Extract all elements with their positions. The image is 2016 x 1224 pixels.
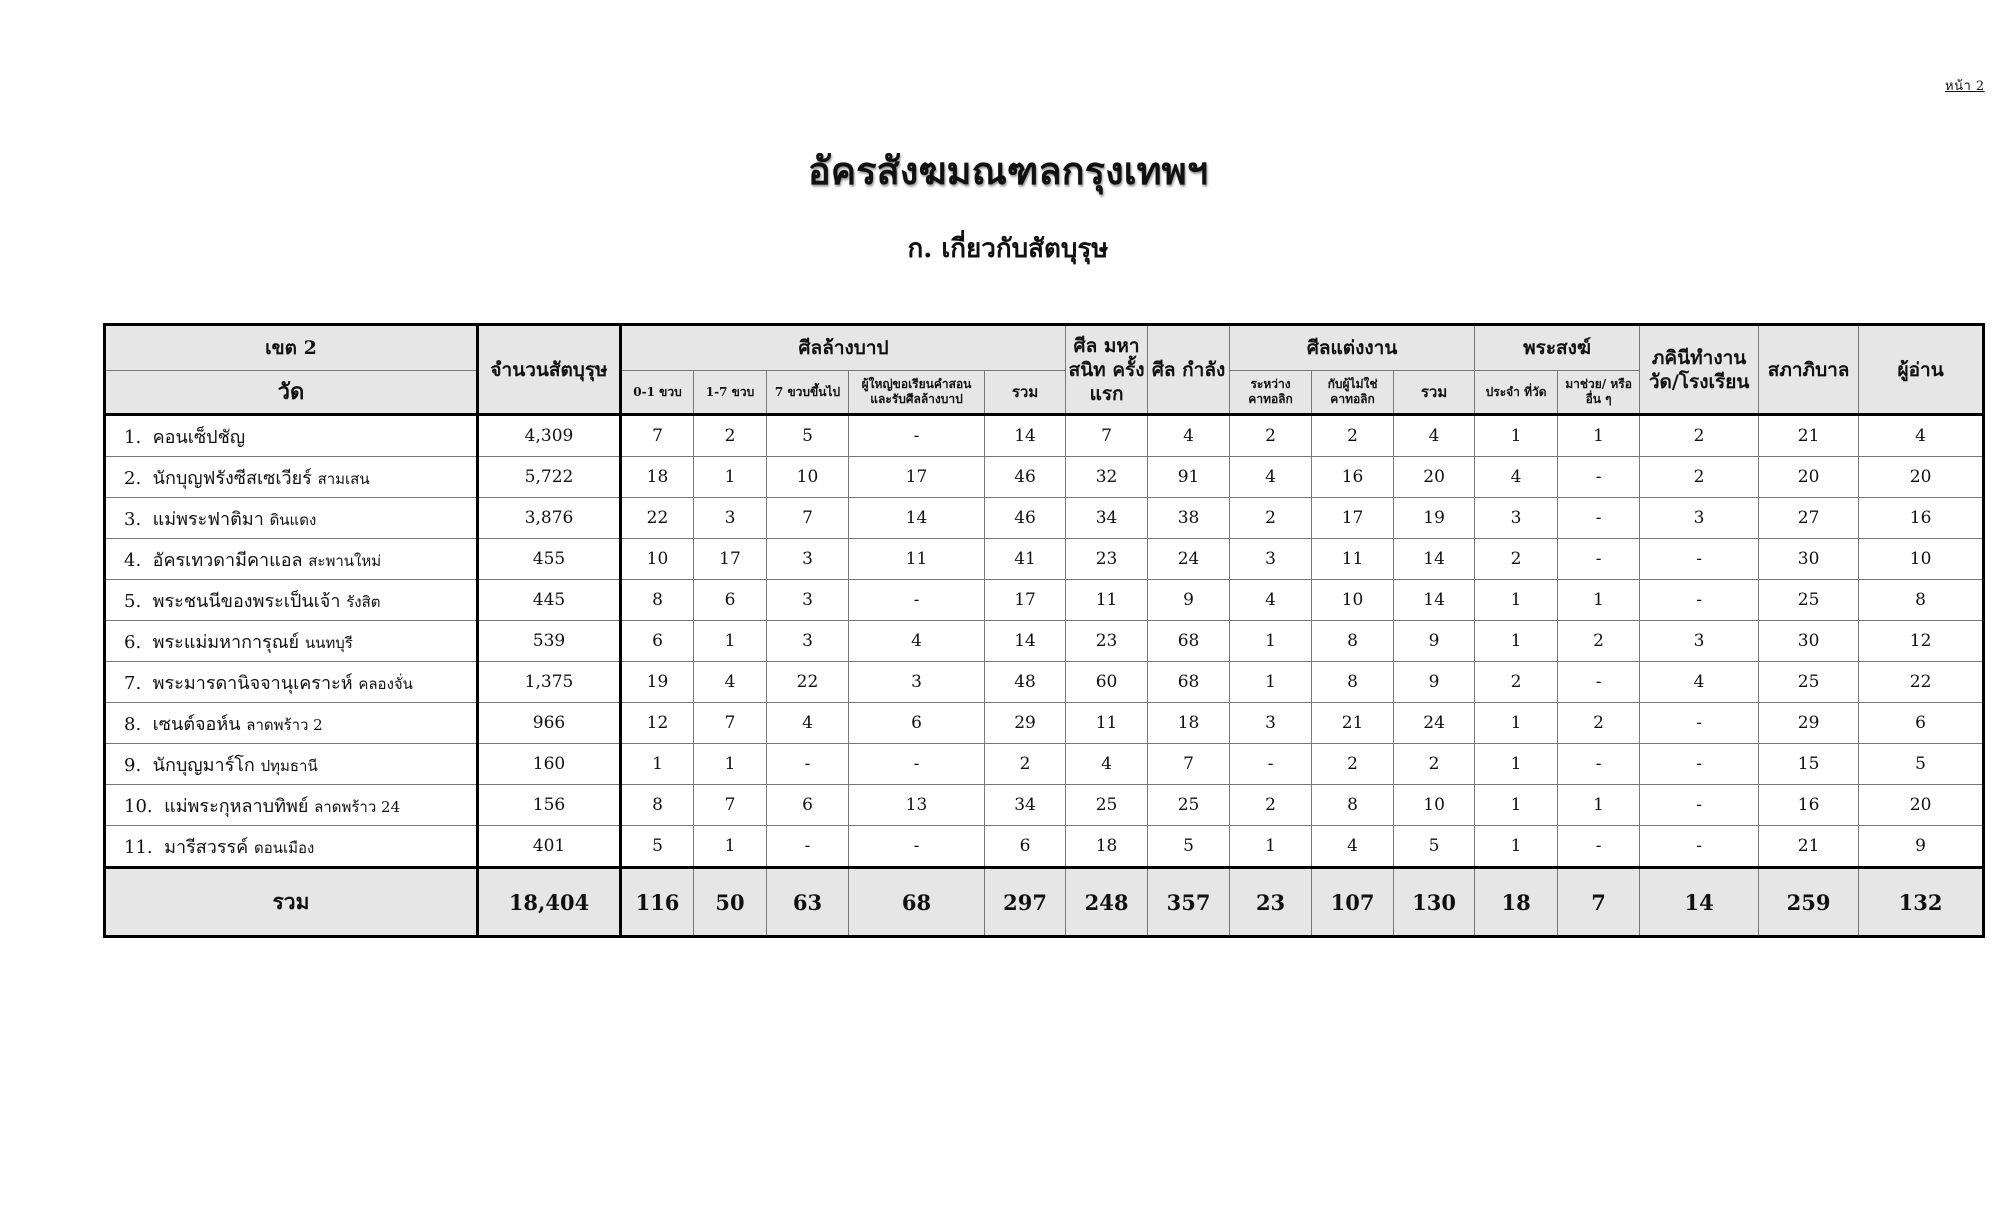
cell-b01: 5 — [621, 826, 694, 868]
cell-b01: 12 — [621, 703, 694, 744]
cell-badult: - — [849, 826, 985, 868]
cell-p-help: - — [1558, 662, 1640, 703]
cell-p-help: - — [1558, 539, 1640, 580]
cell-confirmation: 24 — [1148, 539, 1230, 580]
wat-name-cell — [105, 415, 478, 457]
cell-b17: 1 — [694, 621, 767, 662]
cell-council: 27 — [1759, 498, 1859, 539]
cell-p-help: - — [1558, 826, 1640, 868]
cell-communion: 23 — [1066, 621, 1148, 662]
cell-b01: 1 — [621, 744, 694, 785]
table-row — [105, 785, 1984, 826]
total-baptism-1-7: 50 — [694, 868, 767, 937]
cell-confirmation: 5 — [1148, 826, 1230, 868]
cell-btotal: 14 — [985, 415, 1066, 457]
cell-b7: - — [767, 826, 849, 868]
cell-b01: 7 — [621, 415, 694, 457]
table-row — [105, 744, 1984, 785]
wat-name: นักบุญมาร์โก — [152, 754, 255, 776]
cell-p-help: 1 — [1558, 580, 1640, 621]
nuns-header: ภคินีทำงาน วัด/โรงเรียน — [1640, 325, 1759, 415]
wat-name-cell — [105, 662, 478, 703]
cell-p-help: 1 — [1558, 415, 1640, 457]
cell-p-res: 1 — [1475, 415, 1558, 457]
cell-confirmation: 25 — [1148, 785, 1230, 826]
table-row — [105, 498, 1984, 539]
statistics-table — [103, 323, 1985, 938]
cell-b17: 1 — [694, 457, 767, 498]
cell-readers: 6 — [1859, 703, 1984, 744]
table-row — [105, 703, 1984, 744]
cell-b17: 2 — [694, 415, 767, 457]
wat-location: ดอนเมือง — [253, 838, 315, 857]
cell-b01: 10 — [621, 539, 694, 580]
table-row — [105, 457, 1984, 498]
total-baptism-total: 297 — [985, 868, 1066, 937]
wat-name-cell — [105, 498, 478, 539]
cell-population: 455 — [478, 539, 621, 580]
cell-m-total: 24 — [1394, 703, 1475, 744]
row-number: 9. — [124, 754, 142, 776]
cell-population: 156 — [478, 785, 621, 826]
cell-nuns: 3 — [1640, 498, 1759, 539]
totals-row — [105, 868, 1984, 937]
cell-communion: 11 — [1066, 703, 1148, 744]
baptism-0-1-header: 0-1 ขวบ — [621, 371, 694, 415]
cell-communion: 32 — [1066, 457, 1148, 498]
baptism-header: ศีลล้างบาป — [621, 325, 1066, 371]
total-baptism-adult: 68 — [849, 868, 985, 937]
cell-m-total: 10 — [1394, 785, 1475, 826]
cell-b17: 1 — [694, 744, 767, 785]
wat-name: คอนเซ็ปชัญ — [152, 426, 246, 448]
cell-b7: 3 — [767, 621, 849, 662]
cell-confirmation: 7 — [1148, 744, 1230, 785]
cell-population: 445 — [478, 580, 621, 621]
wat-name: พระมารดานิจจานุเคราะห์ — [152, 672, 353, 694]
cell-p-res: 1 — [1475, 580, 1558, 621]
cell-btotal: 2 — [985, 744, 1066, 785]
cell-p-help: 2 — [1558, 621, 1640, 662]
cell-council: 30 — [1759, 539, 1859, 580]
wat-name-cell — [105, 621, 478, 662]
table-row — [105, 621, 1984, 662]
baptism-adult-header: ผู้ใหญ่ขอเรียนคำสอน และรับศีลล้างบาป — [849, 371, 985, 415]
table-row — [105, 662, 1984, 703]
cell-badult: - — [849, 744, 985, 785]
cell-b7: 22 — [767, 662, 849, 703]
cell-m-mixed: 2 — [1312, 415, 1394, 457]
cell-b17: 1 — [694, 826, 767, 868]
cell-council: 20 — [1759, 457, 1859, 498]
priests-header: พระสงฆ์ — [1475, 325, 1640, 371]
total-population: 18,404 — [478, 868, 621, 937]
wat-location: ปทุมธานี — [260, 756, 318, 775]
cell-nuns: 2 — [1640, 415, 1759, 457]
cell-m-cath: 1 — [1230, 662, 1312, 703]
cell-communion: 18 — [1066, 826, 1148, 868]
cell-m-cath: 1 — [1230, 621, 1312, 662]
row-number: 2. — [124, 467, 142, 489]
cell-b17: 6 — [694, 580, 767, 621]
table-row — [105, 539, 1984, 580]
marriage-catholic-header: ระหว่าง คาทอลิก — [1230, 371, 1312, 415]
cell-b17: 4 — [694, 662, 767, 703]
marriage-header: ศีลแต่งงาน — [1230, 325, 1475, 371]
cell-p-help: 2 — [1558, 703, 1640, 744]
cell-nuns: - — [1640, 703, 1759, 744]
cell-m-cath: 2 — [1230, 498, 1312, 539]
row-number: 8. — [124, 713, 142, 735]
cell-population: 1,375 — [478, 662, 621, 703]
total-council: 259 — [1759, 868, 1859, 937]
wat-name-cell — [105, 539, 478, 580]
marriage-mixed-header: กับผู้ไม่ใช่ คาทอลิก — [1312, 371, 1394, 415]
cell-m-cath: - — [1230, 744, 1312, 785]
zone-header: เขต 2 — [105, 325, 478, 371]
row-number: 1. — [124, 426, 142, 448]
cell-p-res: 2 — [1475, 539, 1558, 580]
cell-b7: 3 — [767, 539, 849, 580]
cell-badult: - — [849, 580, 985, 621]
cell-confirmation: 9 — [1148, 580, 1230, 621]
cell-readers: 20 — [1859, 785, 1984, 826]
first-communion-header: ศีล มหาสนิท ครั้งแรก — [1066, 325, 1148, 415]
row-number: 5. — [124, 590, 142, 612]
cell-btotal: 14 — [985, 621, 1066, 662]
wat-name: แม่พระกุหลาบทิพย์ — [164, 795, 309, 817]
row-number: 10. — [124, 795, 153, 817]
cell-council: 15 — [1759, 744, 1859, 785]
total-baptism-0-1: 116 — [621, 868, 694, 937]
cell-communion: 4 — [1066, 744, 1148, 785]
cell-badult: - — [849, 415, 985, 457]
total-marriage-catholic: 23 — [1230, 868, 1312, 937]
cell-readers: 12 — [1859, 621, 1984, 662]
cell-badult: 11 — [849, 539, 985, 580]
cell-m-mixed: 17 — [1312, 498, 1394, 539]
cell-b01: 6 — [621, 621, 694, 662]
wat-name-cell — [105, 826, 478, 868]
cell-p-help: - — [1558, 744, 1640, 785]
document-subtitle: ก. เกี่ยวกับสัตบุรุษ — [907, 234, 1109, 264]
cell-council: 21 — [1759, 415, 1859, 457]
cell-confirmation: 68 — [1148, 621, 1230, 662]
total-marriage-mixed: 107 — [1312, 868, 1394, 937]
cell-readers: 8 — [1859, 580, 1984, 621]
cell-readers: 20 — [1859, 457, 1984, 498]
cell-p-res: 3 — [1475, 498, 1558, 539]
cell-p-help: 1 — [1558, 785, 1640, 826]
cell-confirmation: 68 — [1148, 662, 1230, 703]
cell-confirmation: 91 — [1148, 457, 1230, 498]
cell-b01: 19 — [621, 662, 694, 703]
total-nuns: 14 — [1640, 868, 1759, 937]
cell-m-cath: 3 — [1230, 539, 1312, 580]
total-priests-resident: 18 — [1475, 868, 1558, 937]
cell-m-mixed: 16 — [1312, 457, 1394, 498]
wat-header: วัด — [105, 371, 478, 415]
cell-m-cath: 1 — [1230, 826, 1312, 868]
total-priests-helper: 7 — [1558, 868, 1640, 937]
cell-m-mixed: 4 — [1312, 826, 1394, 868]
wat-name-cell — [105, 785, 478, 826]
cell-m-cath: 4 — [1230, 580, 1312, 621]
baptism-1-7-header: 1-7 ขวบ — [694, 371, 767, 415]
cell-badult: 13 — [849, 785, 985, 826]
priests-resident-header: ประจำ ที่วัด — [1475, 371, 1558, 415]
cell-council: 30 — [1759, 621, 1859, 662]
cell-p-help: - — [1558, 498, 1640, 539]
cell-p-res: 1 — [1475, 744, 1558, 785]
cell-m-mixed: 10 — [1312, 580, 1394, 621]
cell-m-mixed: 11 — [1312, 539, 1394, 580]
cell-btotal: 17 — [985, 580, 1066, 621]
wat-location: นนทบุรี — [304, 633, 353, 652]
cell-b17: 17 — [694, 539, 767, 580]
cell-b01: 22 — [621, 498, 694, 539]
marriage-total-header: รวม — [1394, 371, 1475, 415]
cell-population: 5,722 — [478, 457, 621, 498]
row-number: 11. — [124, 836, 153, 858]
wat-name: พระชนนีของพระเป็นเจ้า — [152, 590, 341, 612]
cell-btotal: 46 — [985, 457, 1066, 498]
population-header: จำนวนสัตบุรุษ — [478, 325, 621, 415]
cell-m-total: 5 — [1394, 826, 1475, 868]
cell-badult: 3 — [849, 662, 985, 703]
cell-b7: - — [767, 744, 849, 785]
cell-readers: 10 — [1859, 539, 1984, 580]
confirmation-header: ศีล กำลัง — [1148, 325, 1230, 415]
cell-p-res: 1 — [1475, 621, 1558, 662]
total-readers: 132 — [1859, 868, 1984, 937]
table-row — [105, 415, 1984, 457]
total-marriage-total: 130 — [1394, 868, 1475, 937]
wat-name: พระแม่มหาการุณย์ — [152, 631, 300, 653]
cell-communion: 11 — [1066, 580, 1148, 621]
cell-m-cath: 4 — [1230, 457, 1312, 498]
cell-readers: 5 — [1859, 744, 1984, 785]
totals-label: รวม — [105, 868, 478, 937]
cell-readers: 22 — [1859, 662, 1984, 703]
table-footer — [105, 868, 1984, 937]
cell-population: 539 — [478, 621, 621, 662]
cell-readers: 16 — [1859, 498, 1984, 539]
cell-council: 25 — [1759, 662, 1859, 703]
cell-nuns: - — [1640, 580, 1759, 621]
cell-confirmation: 38 — [1148, 498, 1230, 539]
wat-name: มารีสวรรค์ — [164, 836, 249, 858]
total-communion: 248 — [1066, 868, 1148, 937]
cell-communion: 7 — [1066, 415, 1148, 457]
cell-b7: 5 — [767, 415, 849, 457]
cell-p-res: 1 — [1475, 826, 1558, 868]
document-title: อัครสังฆมณฑลกรุงเทพฯ — [807, 148, 1209, 193]
wat-location: รังสิต — [346, 592, 381, 611]
cell-m-cath: 2 — [1230, 785, 1312, 826]
cell-badult: 17 — [849, 457, 985, 498]
wat-location: ลาดพร้าว 2 — [246, 715, 323, 734]
wat-location: ลาดพร้าว 24 — [314, 797, 401, 816]
cell-population: 4,309 — [478, 415, 621, 457]
wat-location: ดินแดง — [269, 510, 317, 529]
cell-b7: 7 — [767, 498, 849, 539]
cell-m-total: 9 — [1394, 662, 1475, 703]
wat-name: เซนต์จอห์น — [152, 713, 241, 735]
total-confirmation: 357 — [1148, 868, 1230, 937]
cell-nuns: - — [1640, 826, 1759, 868]
cell-confirmation: 18 — [1148, 703, 1230, 744]
table-body — [105, 415, 1984, 868]
wat-location: สามเสน — [317, 469, 370, 488]
cell-b01: 8 — [621, 785, 694, 826]
wat-name-cell — [105, 703, 478, 744]
table-row — [105, 826, 1984, 868]
cell-m-cath: 2 — [1230, 415, 1312, 457]
baptism-7-up-header: 7 ขวบขึ้นไป — [767, 371, 849, 415]
cell-m-total: 9 — [1394, 621, 1475, 662]
cell-nuns: 2 — [1640, 457, 1759, 498]
cell-b01: 18 — [621, 457, 694, 498]
table-header — [105, 325, 1984, 415]
cell-b7: 6 — [767, 785, 849, 826]
cell-b7: 3 — [767, 580, 849, 621]
row-number: 6. — [124, 631, 142, 653]
cell-communion: 25 — [1066, 785, 1148, 826]
wat-location: คลองจั่น — [358, 674, 413, 693]
cell-m-total: 14 — [1394, 539, 1475, 580]
cell-p-res: 2 — [1475, 662, 1558, 703]
cell-confirmation: 4 — [1148, 415, 1230, 457]
cell-btotal: 34 — [985, 785, 1066, 826]
cell-m-cath: 3 — [1230, 703, 1312, 744]
cell-badult: 4 — [849, 621, 985, 662]
cell-nuns: - — [1640, 785, 1759, 826]
row-number: 7. — [124, 672, 142, 694]
cell-b17: 3 — [694, 498, 767, 539]
cell-population: 160 — [478, 744, 621, 785]
table-row — [105, 580, 1984, 621]
cell-population: 966 — [478, 703, 621, 744]
cell-nuns: - — [1640, 539, 1759, 580]
cell-b01: 8 — [621, 580, 694, 621]
cell-b17: 7 — [694, 785, 767, 826]
total-baptism-7-up: 63 — [767, 868, 849, 937]
cell-btotal: 46 — [985, 498, 1066, 539]
cell-b17: 7 — [694, 703, 767, 744]
cell-m-total: 20 — [1394, 457, 1475, 498]
cell-p-res: 1 — [1475, 703, 1558, 744]
cell-m-mixed: 8 — [1312, 785, 1394, 826]
row-number: 4. — [124, 549, 142, 571]
cell-m-mixed: 8 — [1312, 621, 1394, 662]
wat-name-cell — [105, 744, 478, 785]
cell-badult: 6 — [849, 703, 985, 744]
cell-communion: 23 — [1066, 539, 1148, 580]
wat-name: นักบุญฟรังซีสเซเวียร์ — [152, 467, 312, 489]
row-number: 3. — [124, 508, 142, 530]
priests-helper-header: มาช่วย/ หรืออื่น ๆ — [1558, 371, 1640, 415]
cell-population: 401 — [478, 826, 621, 868]
baptism-total-header: รวม — [985, 371, 1066, 415]
cell-readers: 4 — [1859, 415, 1984, 457]
cell-communion: 34 — [1066, 498, 1148, 539]
cell-m-mixed: 21 — [1312, 703, 1394, 744]
cell-council: 21 — [1759, 826, 1859, 868]
cell-council: 16 — [1759, 785, 1859, 826]
cell-council: 29 — [1759, 703, 1859, 744]
cell-p-res: 4 — [1475, 457, 1558, 498]
cell-nuns: 3 — [1640, 621, 1759, 662]
cell-m-total: 4 — [1394, 415, 1475, 457]
wat-name-cell — [105, 457, 478, 498]
cell-b7: 4 — [767, 703, 849, 744]
cell-m-mixed: 8 — [1312, 662, 1394, 703]
wat-name-cell — [105, 580, 478, 621]
cell-btotal: 48 — [985, 662, 1066, 703]
council-header: สภาภิบาล — [1759, 325, 1859, 415]
wat-name: แม่พระฟาติมา — [152, 508, 264, 530]
cell-population: 3,876 — [478, 498, 621, 539]
wat-name: อัครเทวดามีคาแอล — [152, 549, 303, 571]
cell-readers: 9 — [1859, 826, 1984, 868]
page-number: หน้า 2 — [1945, 79, 1985, 94]
cell-m-mixed: 2 — [1312, 744, 1394, 785]
cell-badult: 14 — [849, 498, 985, 539]
cell-council: 25 — [1759, 580, 1859, 621]
readers-header: ผู้อ่าน — [1859, 325, 1984, 415]
wat-location: สะพานใหม่ — [308, 551, 382, 570]
cell-p-help: - — [1558, 457, 1640, 498]
cell-b7: 10 — [767, 457, 849, 498]
cell-m-total: 14 — [1394, 580, 1475, 621]
cell-nuns: 4 — [1640, 662, 1759, 703]
cell-btotal: 41 — [985, 539, 1066, 580]
cell-btotal: 6 — [985, 826, 1066, 868]
cell-btotal: 29 — [985, 703, 1066, 744]
cell-communion: 60 — [1066, 662, 1148, 703]
cell-m-total: 2 — [1394, 744, 1475, 785]
cell-m-total: 19 — [1394, 498, 1475, 539]
cell-p-res: 1 — [1475, 785, 1558, 826]
cell-nuns: - — [1640, 744, 1759, 785]
